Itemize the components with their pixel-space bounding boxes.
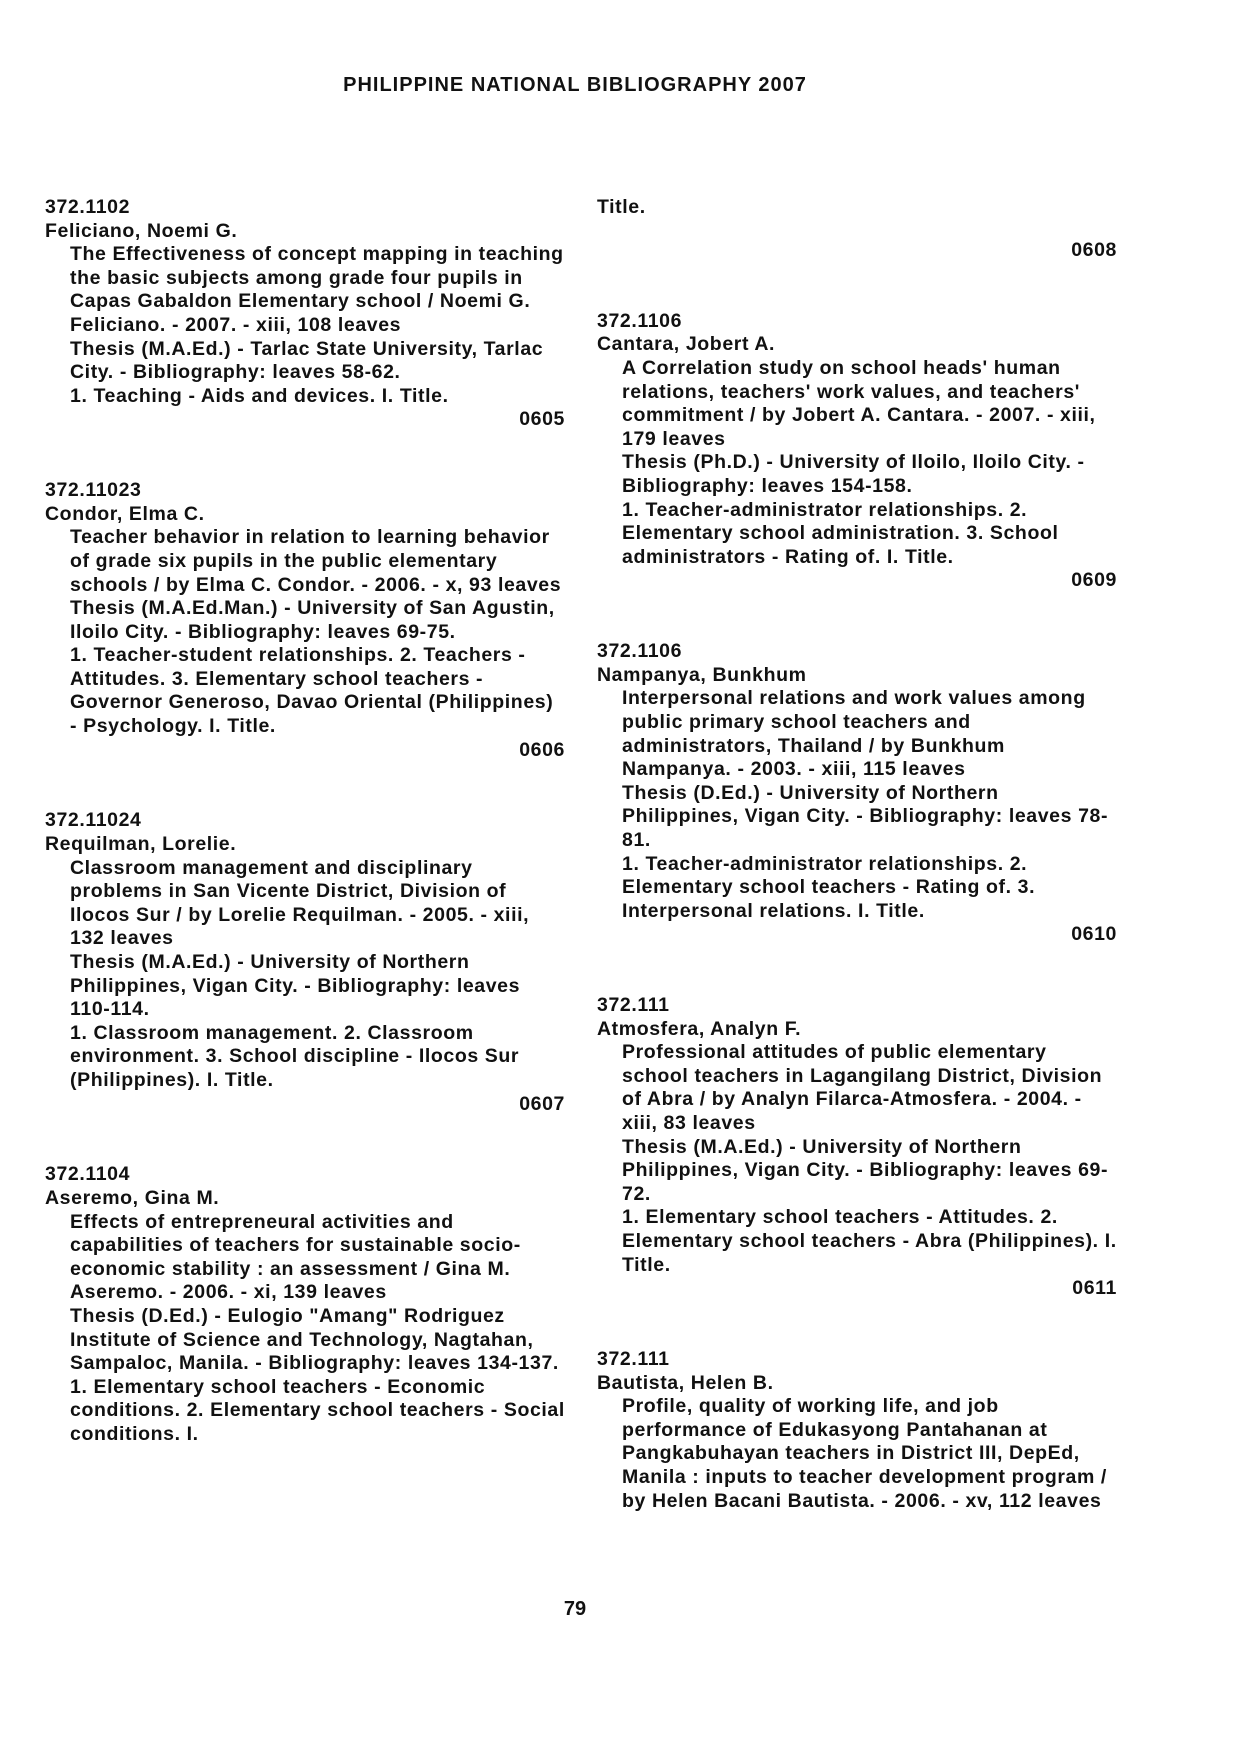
subject-headings: 1. Classroom management. 2. Classroom environment. 3. School discipline - Ilocos Sur (Philippines). I. Title. (70, 1021, 520, 1091)
left-column (45, 196, 565, 1494)
bibliographic-entry (597, 310, 1117, 593)
title-statement: Professional attitudes of public elementary school teachers in Lagangilang District, Division of Abra / by Analyn Filarca-Atmosfera. - 2004. - xiii, 83 leaves (622, 1041, 1103, 1135)
author: Nampanya, Bunkhum (597, 663, 807, 686)
call-number: 372.111 (597, 994, 670, 1017)
entry-number: 0606 (519, 738, 565, 761)
right-column (597, 196, 1117, 1560)
author: Bautista, Helen B. (597, 1371, 774, 1394)
call-number: 372.1106 (597, 640, 683, 663)
call-number: 372.11024 (45, 809, 142, 832)
bibliographic-entry (45, 1163, 565, 1446)
entry-number: 0607 (519, 1092, 565, 1115)
subject-headings: 1. Teacher-administrator relationships. 2. Elementary school teachers - Rating of. 3. Interpersonal relations. I. Title. (622, 852, 1036, 922)
bibliographic-entry (597, 1348, 1117, 1513)
thesis-note: Thesis (M.A.Ed.) - University of Northern Philippines, Vigan City. - Bibliography: leaves 69-72. (622, 1135, 1109, 1205)
bibliographic-entry (597, 640, 1117, 947)
bibliographic-entry (45, 809, 565, 1116)
thesis-note: Thesis (M.A.Ed.) - University of Northern Philippines, Vigan City. - Bibliography: leaves 110-114. (70, 951, 521, 1021)
bibliographic-entry (597, 994, 1117, 1301)
subject-headings: 1. Teacher-student relationships. 2. Teachers - Attitudes. 3. Elementary school teachers - Governor Generoso, Davao Oriental (Philippines) - Psychology. I. Title. (70, 644, 554, 738)
continued-text: Title. (597, 196, 646, 218)
page-number: 79 (563, 1598, 587, 1620)
thesis-note: Thesis (D.Ed.) - Eulogio "Amang" Rodriguez Institute of Science and Technology, Nagtahan, Sampaloc, Manila. - Bibliography: leaves 134-137. (70, 1304, 559, 1375)
call-number: 372.111 (597, 1348, 670, 1370)
entry-number: 0608 (1071, 239, 1117, 262)
title-statement: Profile, quality of working life, and job performance of Edukasyong Pantahanan at Pangkabuhayan teachers in District III, DepEd, Manila : inputs to teacher development program / by Helen Bacani Bautista. - 2006. - xv, 112 leaves (622, 1395, 1107, 1512)
call-number: 372.1106 (597, 309, 683, 332)
author: Condor, Elma C. (45, 502, 205, 525)
title-statement: Teacher behavior in relation to learning behavior of grade six pupils in the public elementary schools / by Elma C. Condor. - 2006. - x, 93 leaves (70, 526, 562, 596)
entry-number: 0611 (1072, 1277, 1117, 1300)
title-statement: The Effectiveness of concept mapping in teaching the basic subjects among grade four pupils in Capas Gabaldon Elementary school / Noemi G. Feliciano. - 2007. - xiii, 108 leaves (70, 243, 564, 336)
author: Requilman, Lorelie. (45, 833, 237, 856)
author: Atmosfera, Analyn F. (597, 1017, 802, 1040)
author: Cantara, Jobert A. (597, 333, 776, 356)
call-number: 372.1102 (45, 196, 131, 218)
title-statement: A Correlation study on school heads' human relations, teachers' work values, and teachers' commitment / by Jobert A. Cantara. - 2007. - xiii, 179 leaves (622, 357, 1096, 450)
subject-headings: 1. Teaching - Aids and devices. I. Title. (70, 384, 449, 407)
title-statement: Effects of entrepreneural activities and capabilities of teachers for sustainable socio-economic stability : an assessment / Gina M. Aseremo. - 2006. - xi, 139 leaves (70, 1210, 521, 1304)
subject-headings: 1. Teacher-administrator relationships. 2. Elementary school administration. 3. School administrators - Rating of. I. Title. (622, 498, 1059, 568)
call-number: 372.1104 (45, 1163, 131, 1186)
page-header: PHILIPPINE NATIONAL BIBLIOGRAPHY 2007 (343, 74, 807, 96)
continued-entry (597, 196, 1117, 263)
title-statement: Classroom management and disciplinary problems in San Vicente District, Division of Ilocos Sur / by Lorelie Requilman. - 2005. - xiii, 132 leaves (70, 856, 530, 950)
bibliographic-entry (45, 479, 565, 762)
call-number: 372.11023 (45, 479, 142, 502)
title-statement: Interpersonal relations and work values among public primary school teachers and administrators, Thailand / by Bunkhum Nampanya. - 2003. - xiii, 115 leaves (622, 687, 1086, 781)
author: Aseremo, Gina M. (45, 1186, 220, 1209)
subject-headings: 1. Elementary school teachers - Economic conditions. 2. Elementary school teachers - Social conditions. I. (70, 1375, 565, 1445)
entry-number: 0609 (1071, 569, 1117, 592)
thesis-note: Thesis (M.A.Ed.Man.) - University of San Agustin, Iloilo City. - Bibliography: leaves 69-75. (70, 597, 555, 643)
bibliographic-entry (45, 196, 565, 432)
thesis-note: Thesis (Ph.D.) - University of Iloilo, Iloilo City. - Bibliography: leaves 154-158. (622, 451, 1085, 498)
subject-headings: 1. Elementary school teachers - Attitudes. 2. Elementary school teachers - Abra (Philippines). I. Title. (622, 1206, 1117, 1276)
entry-number: 0605 (519, 408, 565, 431)
thesis-note: Thesis (M.A.Ed.) - Tarlac State University, Tarlac City. - Bibliography: leaves 58-62. (70, 337, 544, 384)
thesis-note: Thesis (D.Ed.) - University of Northern Philippines, Vigan City. - Bibliography: leaves 78-81. (622, 781, 1109, 851)
author: Feliciano, Noemi G. (45, 219, 238, 242)
entry-number: 0610 (1071, 923, 1117, 946)
